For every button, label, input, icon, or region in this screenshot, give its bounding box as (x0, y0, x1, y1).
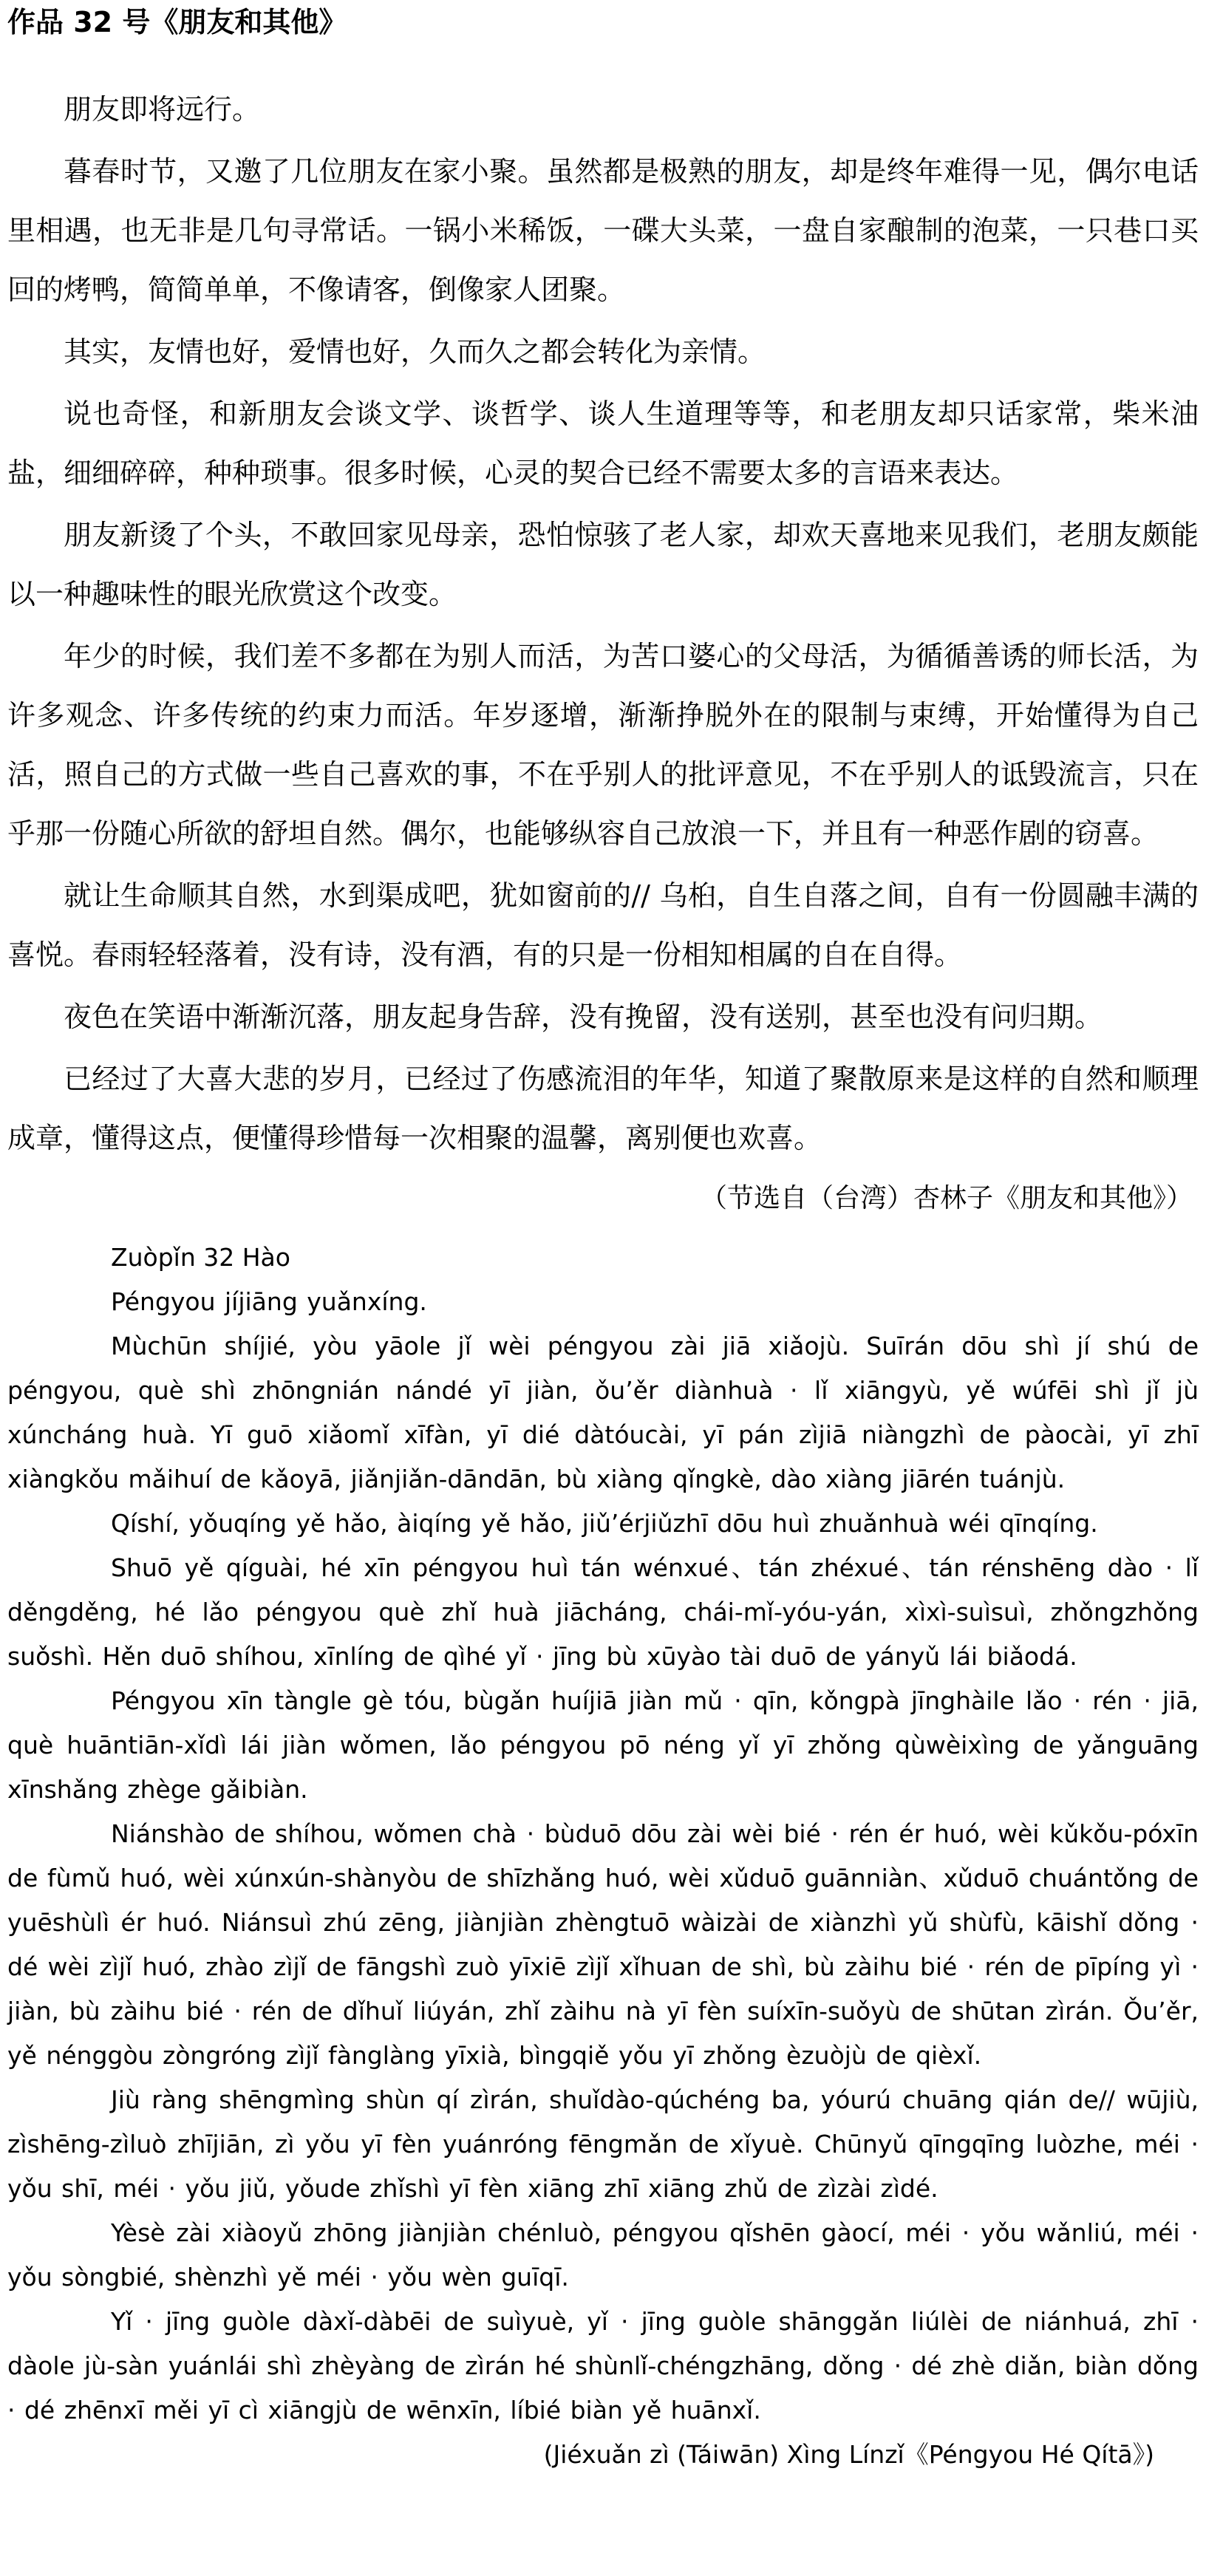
chinese-text-section (7, 80, 1199, 1227)
pinyin-source-citation: (Jiéxuǎn zì (Táiwān) Xìng Línzǐ《Péngyou Hé Qítā》) (543, 2440, 1154, 2469)
chinese-paragraph-3: 其实，友情也好，爱情也好，久而久之都会转化为亲情。 (64, 335, 766, 368)
pinyin-text-section (7, 1236, 1199, 2477)
chinese-paragraph-5: 朋友新烫了个头，不敢回家见母亲，恐怕惊骇了老人家，却欢天喜地来见我们，老朋友颇能以一种趣味性的眼光欣赏这个改变。 (7, 519, 1199, 610)
chinese-paragraph-9: 已经过了大喜大悲的岁月，已经过了伤感流泪的年华，知道了聚散原来是这样的自然和顺理成章，懂得这点，便懂得珍惜每一次相聚的温馨，离别便也欢喜。 (7, 1063, 1199, 1154)
pinyin-paragraph-3: Qíshí, yǒuqíng yě hǎo, àiqíng yě hǎo, jiǔ’érjiǔzhī dōu huì zhuǎnhuà wéi qīnqíng. (111, 1509, 1098, 1538)
pinyin-paragraph-5: Péngyou xīn tàngle gè tóu, bùgǎn huíjiā jiàn mǔ · qīn, kǒngpà jīnghàile lǎo · rén · jiā, què huāntiān-xǐdì lái jiàn wǒmen, lǎo péngyou pō néng yǐ yī zhǒng qùwèixìng de yǎnguāng xīnshǎng zhège gǎibiàn. (7, 1686, 1199, 1804)
chinese-paragraph-4: 说也奇怪，和新朋友会谈文学、谈哲学、谈人生道理等等，和老朋友却只话家常，柴米油盐，细细碎碎，种种琐事。很多时候，心灵的契合已经不需要太多的言语来表达。 (7, 398, 1199, 489)
pinyin-paragraph-8: Yèsè zài xiàoyǔ zhōng jiànjiàn chénluò, péngyou qǐshēn gàocí, méi · yǒu wǎnliú, méi · yǒu sòngbié, shènzhì yě méi · yǒu wèn guīqī. (7, 2218, 1199, 2292)
chinese-paragraph-1: 朋友即将远行。 (64, 93, 261, 126)
chinese-paragraph-6: 年少的时候，我们差不多都在为别人而活，为苦口婆心的父母活，为循循善诱的师长活，为许多观念、许多传统的约束力而活。年岁逐增，渐渐挣脱外在的限制与束缚，开始懂得为自己活，照自己的方式做一些自己喜欢的事，不在乎别人的批评意见，不在乎别人的诋毁流言，只在乎那一份随心所欲的舒坦自然。偶尔，也能够纵容自己放浪一下，并且有一种恶作剧的窃喜。 (7, 640, 1199, 850)
pinyin-paragraph-6: Niánshào de shíhou, wǒmen chà · bùduō dōu zài wèi bié · rén ér huó, wèi kǔkǒu-póxīn de fùmǔ huó, wèi xúnxún-shànyòu de shīzhǎng huó, wèi xǔduō guānniàn、xǔduō chuántǒng de yuēshùlì ér huó. Niánsuì zhú zēng, jiànjiàn zhèngtuō wàizài de xiànzhì yǔ shùfù, kāishǐ dǒng · dé wèi zìjǐ huó, zhào zìjǐ de fāngshì zuò yīxiē zìjǐ xǐhuan de shì, bù zàihu bié · rén de pīpíng yì · jiàn, bù zàihu bié · rén de dǐhuǐ liúyán, zhǐ zàihu nà yī fèn suíxīn-suǒyù de shūtan zìrán. Ǒu’ěr, yě nénggòu zòngróng zìjǐ fànglàng yīxià, bìngqiě yǒu yī zhǒng èzuòjù de qièxǐ. (7, 1819, 1199, 2070)
chinese-paragraph-8: 夜色在笑语中渐渐沉落，朋友起身告辞，没有挽留，没有送别，甚至也没有问归期。 (64, 1001, 1103, 1033)
pinyin-paragraph-1: Péngyou jíjiāng yuǎnxíng. (111, 1287, 427, 1316)
pinyin-paragraph-4: Shuō yě qíguài, hé xīn péngyou huì tán wénxué、tán zhéxué、tán rénshēng dào · lǐ děngděng, hé lǎo péngyou què zhǐ huà jiācháng, chái-mǐ-yóu-yán, xìxì-suìsuì, zhǒngzhǒng suǒshì. Hěn duō shíhou, xīnlíng de qìhé yǐ · jīng bù xūyào tài duō de yányǔ lái biǎodá. (7, 1553, 1199, 1671)
chinese-source-citation: （节选自（台湾）杏林子《朋友和其他》） (700, 1183, 1193, 1213)
chinese-paragraph-7: 就让生命顺其自然，水到渠成吧，犹如窗前的// 乌桕，自生自落之间，自有一份圆融丰满的喜悦。春雨轻轻落着，没有诗，没有酒，有的只是一份相知相属的自在自得。 (7, 879, 1199, 971)
pinyin-paragraph-2: Mùchūn shíjié, yòu yāole jǐ wèi péngyou zài jiā xiǎojù. Suīrán dōu shì jí shú de péngyou, què shì zhōngnián nándé yī jiàn, ǒu’ěr diànhuà · lǐ xiāngyù, yě wúfēi shì jǐ jù xúncháng huà. Yī guō xiǎomǐ xīfàn, yī dié dàtóucài, yī pán zìjiā niàngzhì de pàocài, yī zhī xiàngkǒu mǎihuí de kǎoyā, jiǎnjiǎn-dāndān, bù xiàng qǐngkè, dào xiàng jiārén tuánjù. (7, 1332, 1199, 1493)
chinese-paragraph-2: 暮春时节，又邀了几位朋友在家小聚。虽然都是极熟的朋友，却是终年难得一见，偶尔电话里相遇，也无非是几句寻常话。一锅小米稀饭，一碟大头菜，一盘自家酿制的泡菜，一只巷口买回的烤鸭，简简单单，不像请客，倒像家人团聚。 (7, 155, 1199, 306)
pinyin-paragraph-9: Yǐ · jīng guòle dàxǐ-dàbēi de suìyuè, yǐ · jīng guòle shānggǎn liúlèi de niánhuá, zhī · dàole jù-sàn yuánlái shì zhèyàng de zìrán hé shùnlǐ-chéngzhāng, dǒng · dé zhè diǎn, biàn dǒng · dé zhēnxī měi yī cì xiāngjù de wēnxīn, líbié biàn yě huānxǐ. (7, 2307, 1199, 2425)
pinyin-paragraph-7: Jiù ràng shēngmìng shùn qí zìrán, shuǐdào-qúchéng ba, yóurú chuāng qián de// wūjiù, zìshēng-zìluò zhījiān, zì yǒu yī fèn yuánróng fēngmǎn de xǐyuè. Chūnyǔ qīngqīng luòzhe, méi · yǒu shī, méi · yǒu jiǔ, yǒude zhǐshì yī fèn xiāng zhī xiāng zhǔ de zìzài zìdé. (7, 2085, 1199, 2203)
page-title: 作品 32 号《朋友和其他》 (7, 6, 347, 38)
pinyin-title: Zuòpǐn 32 Hào (111, 1243, 290, 1272)
